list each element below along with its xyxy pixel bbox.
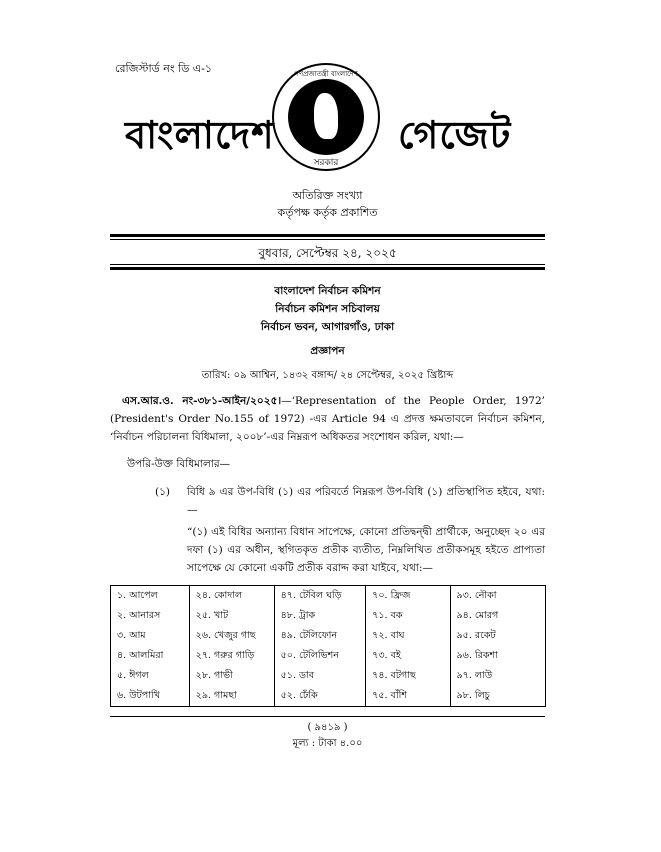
preamble-paragraph	[110, 392, 545, 446]
symbol-cell: ২৪. কোদাল	[189, 586, 274, 607]
symbol-cell: ৪৭. টেবিল ঘড়ি	[274, 586, 366, 607]
symbol-cell: ৯৬. রিকশা	[450, 646, 546, 666]
symbol-cell: ৬. উটপাখি	[111, 686, 190, 707]
symbol-cell: ৭৩. বই	[366, 646, 450, 666]
published-by: কর্তৃপক্ষ কর্তৃক প্রকাশিত	[277, 206, 378, 219]
title-gazette: গেজেট	[398, 112, 512, 157]
table-row	[111, 606, 546, 626]
symbol-cell: ১. আপেল	[111, 586, 190, 607]
gazette-date: বুধবার, সেপ্টেম্বর ২৪, ২০২৫	[258, 246, 397, 260]
symbol-cell: ৪. আলমিরা	[111, 646, 190, 666]
symbols-table	[110, 585, 546, 707]
symbol-cell: ৪৯. টেলিফোন	[274, 626, 366, 646]
amendment-intro: উপরি-উক্ত বিধিমালার—	[127, 458, 231, 470]
item-text: বিধি ৯ এর উপ-বিধি (১) এর পরিবর্তে নিম্নরূপ উপ-বিধি (১) প্রতিস্থাপিত হইবে, যথা:—	[187, 486, 545, 516]
symbol-cell: ৩. আম	[111, 626, 190, 646]
symbol-cell: ৯৩. নৌকা	[450, 586, 546, 607]
notice-date: তারিখ: ০৯ আশ্বিন, ১৪৩২ বঙ্গাব্দ/ ২৪ সেপ্টেম্বর, ২০২৫ খ্রিষ্টাব্দ	[201, 370, 454, 381]
notice-heading: প্রজ্ঞাপন	[310, 345, 345, 357]
symbol-cell: ৭০. ফ্রিজ	[366, 586, 450, 607]
replacement-quote: “(১) এই বিধির অন্যান্য বিধান সাপেক্ষে, কোনো প্রতিদ্বন্দ্বী প্রার্থীকে, অনুচ্ছেদ ২০ এর দফা (১) এর অধীন, স্থগিতকৃত প্রতীক ব্যতীত, নিম্নলিখিত প্রতীকসমূহ হইতে প্রাপ্যতা সাপেক্ষে যে কোনো একটি প্রতীক বরাদ্দ করা যাইবে, যথা:—	[187, 526, 545, 574]
page-number: ( ৯৪১৯ )	[307, 722, 348, 733]
divider	[110, 264, 545, 265]
divider	[110, 267, 545, 270]
table-row	[111, 646, 546, 666]
bangladesh-map-icon	[314, 93, 338, 139]
footer-divider	[110, 716, 545, 717]
symbol-cell: ৯৭. লাউ	[450, 666, 546, 686]
symbol-cell: ৫২. ঢেঁকি	[274, 686, 366, 707]
symbol-cell: ৫১. ডাব	[274, 666, 366, 686]
divider	[110, 239, 545, 240]
symbol-cell: ৫০. টেলিভিশন	[274, 646, 366, 666]
symbol-cell: ৪৮. ট্রাক	[274, 606, 366, 626]
table-row	[111, 626, 546, 646]
symbol-cell: ২. আনারস	[111, 606, 190, 626]
table-row	[111, 586, 546, 607]
registration-number: রেজিস্টার্ড নং ডি এ-১	[115, 62, 213, 75]
extra-issue: অতিরিক্ত সংখ্যা	[292, 189, 363, 202]
government-seal	[272, 63, 380, 171]
symbol-cell: ২৬. খেজুর গাছ	[189, 626, 274, 646]
issuer-line-2: নির্বাচন কমিশন সচিবালয়	[275, 303, 380, 315]
issuer-line-1: বাংলাদেশ নির্বাচন কমিশন	[274, 285, 381, 297]
symbol-cell: ৭২. বাঘ	[366, 626, 450, 646]
symbol-cell: ৯৮. লিচু	[450, 686, 546, 707]
symbol-cell: ৭১. বক	[366, 606, 450, 626]
symbol-cell: ৭৫. বাঁশি	[366, 686, 450, 707]
seal-emblem	[288, 79, 364, 155]
seal-bottom-text: সরকার	[313, 158, 339, 168]
title-bangladesh: বাংলাদেশ	[125, 112, 275, 157]
symbol-cell: ৯৪. মোরগ	[450, 606, 546, 626]
seal-top-text: গণপ্রজাতন্ত্রী বাংলাদেশ	[294, 70, 358, 78]
symbol-cell: ২৮. গাভী	[189, 666, 274, 686]
symbol-cell: ৫. ঈগল	[111, 666, 190, 686]
sro-number: এস.আর.ও. নং-৩৮১-আইন/২০২৫।	[122, 395, 282, 407]
item-number: (১)	[155, 486, 171, 498]
symbol-cell: ২৫. খাট	[189, 606, 274, 626]
issuer-line-3: নির্বাচন ভবন, আগারগাঁও, ঢাকা	[260, 321, 395, 333]
symbol-cell: ৯৫. রকেট	[450, 626, 546, 646]
price: মূল্য : টাকা ৪.০০	[292, 738, 363, 749]
table-row	[111, 686, 546, 707]
table-row	[111, 666, 546, 686]
divider	[110, 234, 545, 237]
symbol-cell: ৭৪. বটগাছ	[366, 666, 450, 686]
preamble-text: —‘Representation of the People Order, 1972’ (President's Order No.155 of 1972) -এর Article 94 এ প্রদত্ত ক্ষমতাবলে নির্বাচন কমিশন, ‘নির্বাচন পরিচালনা বিধিমালা, ২০০৮’-এর নিম্নরূপ অধিকতর সংশোধন করিল, যথা:—	[110, 395, 545, 443]
symbol-cell: ২৯. গামছা	[189, 686, 274, 707]
symbol-cell: ২৭. গরুর গাড়ি	[189, 646, 274, 666]
